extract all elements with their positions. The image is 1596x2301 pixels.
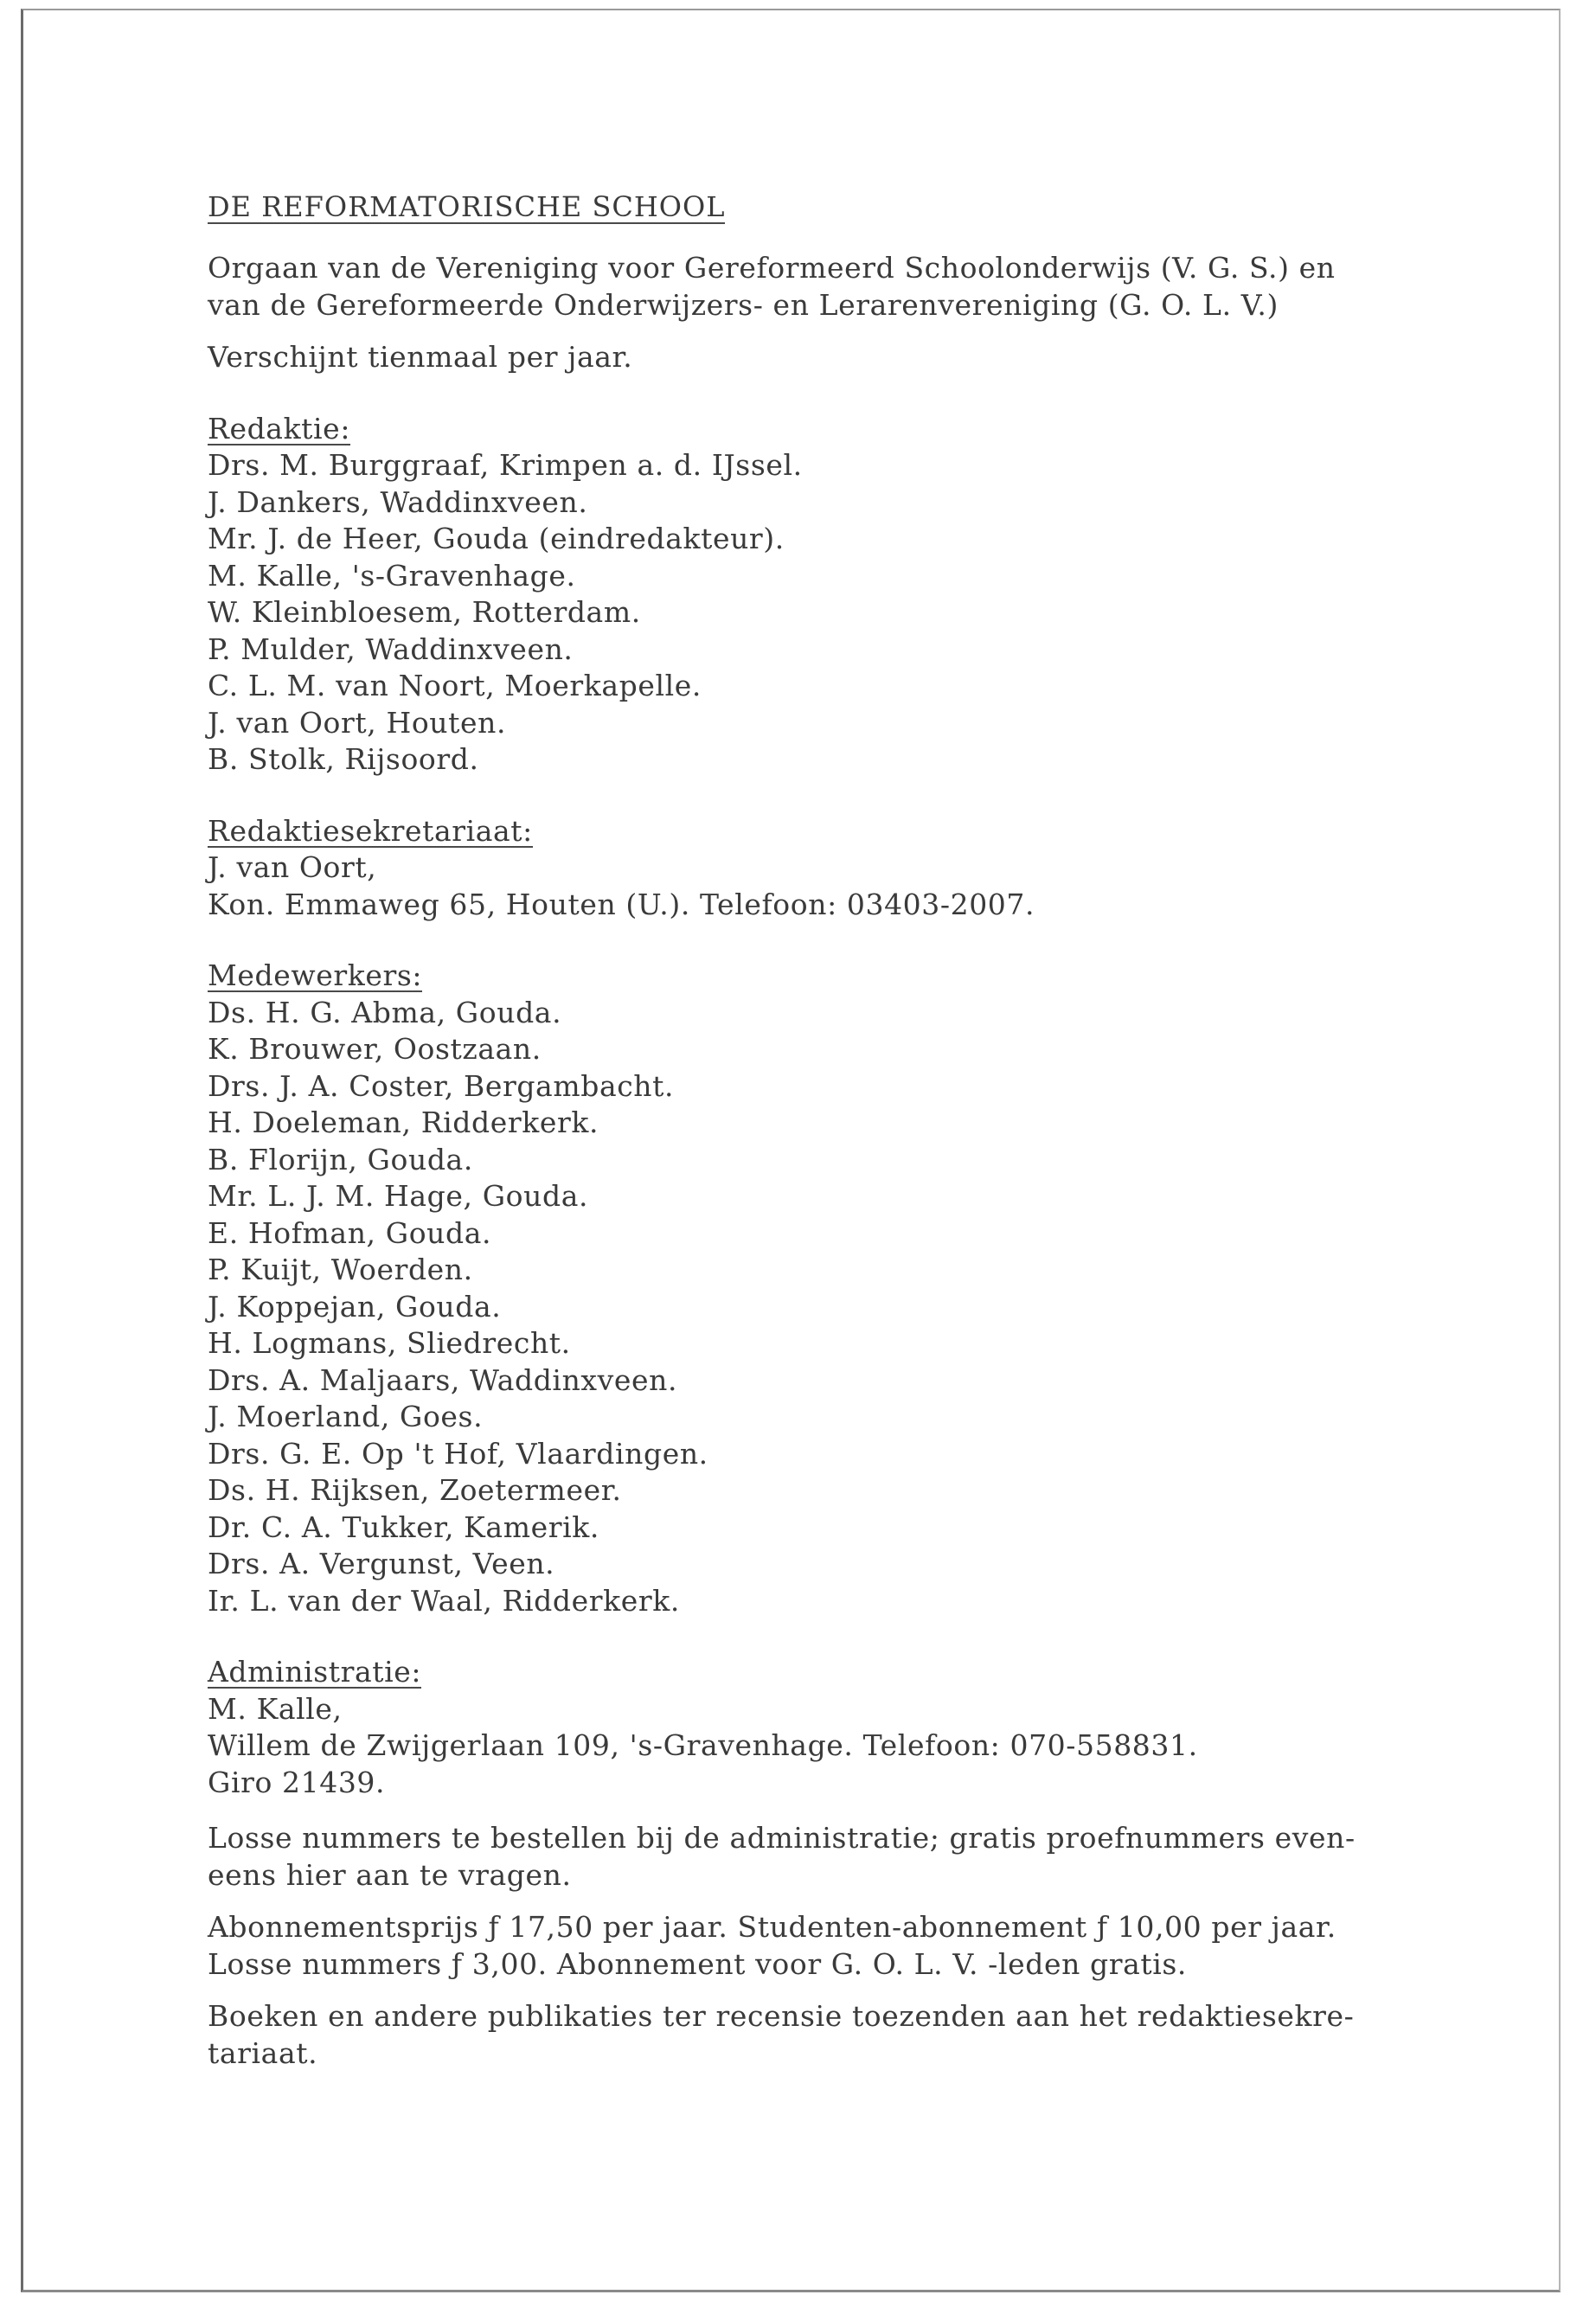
organ-line-1: Orgaan van de Vereniging voor Gereformeerd Schoolonderwijs (V. G. S.) en xyxy=(208,251,1336,285)
medewerker: Drs. A. Vergunst, Veen. xyxy=(208,1547,555,1580)
medewerker: Mr. L. J. M. Hage, Gouda. xyxy=(208,1179,589,1213)
page-title: DE REFORMATORISCHE SCHOOL xyxy=(208,190,726,223)
prijs-line-2: Losse nummers ƒ 3,00. Abonnement voor G. O. L. V. -leden gratis. xyxy=(208,1946,1188,1981)
medewerker: Drs. A. Maljaars, Waddinxveen. xyxy=(208,1362,678,1397)
redaktie-member: P. Mulder, Waddinxveen. xyxy=(208,631,574,666)
redaktie-member: J. van Oort, Houten. xyxy=(208,705,507,740)
boeken-line-1: Boeken en andere publikaties ter recensie toezenden aan het redaktiesekre- xyxy=(208,1999,1355,2033)
administratie-address: Willem de Zwijgerlaan 109, 's-Gravenhage. Telefoon: 070-558831. xyxy=(208,1728,1198,1762)
redaktie-section xyxy=(208,411,1471,779)
medewerker: H. Logmans, Sliedrecht. xyxy=(208,1326,571,1360)
medewerker: J. Koppejan, Gouda. xyxy=(208,1289,502,1324)
redaktie-member: J. Dankers, Waddinxveen. xyxy=(208,484,588,519)
sekretariaat-address: Kon. Emmaweg 65, Houten (U.). Telefoon: 03403-2007. xyxy=(208,887,1035,921)
redaktie-member: B. Stolk, Rijsoord. xyxy=(208,742,479,776)
medewerker: Dr. C. A. Tukker, Kamerik. xyxy=(208,1509,599,1544)
frequency-note xyxy=(208,339,1471,376)
administratie-name: M. Kalle, xyxy=(208,1691,343,1726)
medewerker: B. Florijn, Gouda. xyxy=(208,1142,473,1176)
medewerker: Ir. L. van der Waal, Ridderkerk. xyxy=(208,1583,680,1618)
medewerker: Drs. J. A. Coster, Bergambacht. xyxy=(208,1068,675,1103)
organ-line-2: van de Gereformeerde Onderwijzers- en Lerarenvereniging (G. O. L. V.) xyxy=(208,287,1279,322)
medewerker: Drs. G. E. Op 't Hof, Vlaardingen. xyxy=(208,1436,708,1471)
medewerker: H. Doeleman, Ridderkerk. xyxy=(208,1106,599,1139)
medewerkers-section xyxy=(208,958,1471,1619)
medewerker: Ds. H. Rijksen, Zoetermeer. xyxy=(208,1473,622,1507)
losse-line-1: Losse nummers te bestellen bij de administratie; gratis proefnummers even- xyxy=(208,1821,1356,1855)
review-note xyxy=(208,1998,1471,2072)
organ-description xyxy=(208,250,1471,324)
sekretariaat-name: J. van Oort, xyxy=(208,850,377,884)
losse-line-2: eens hier aan te vragen. xyxy=(208,1857,572,1892)
losse-nummers-note xyxy=(208,1820,1471,1894)
redaktie-member: Mr. J. de Heer, Gouda (eindredakteur). xyxy=(208,522,785,555)
redaktie-member: C. L. M. van Noort, Moerkapelle. xyxy=(208,669,702,702)
redaktie-heading: Redaktie: xyxy=(208,411,351,445)
redaktie-member: W. Kleinbloesem, Rotterdam. xyxy=(208,595,641,629)
sekretariaat-heading: Redaktiesekretariaat: xyxy=(208,813,533,848)
prijs-line-1: Abonnementsprijs ƒ 17,50 per jaar. Studenten-abonnement ƒ 10,00 per jaar. xyxy=(208,1910,1336,1944)
administratie-section xyxy=(208,1654,1471,1801)
subscription-prices xyxy=(208,1909,1471,1983)
medewerker: Ds. H. G. Abma, Gouda. xyxy=(208,995,562,1029)
medewerker: J. Moerland, Goes. xyxy=(208,1400,484,1433)
medewerker: P. Kuijt, Woerden. xyxy=(208,1253,473,1286)
medewerker: E. Hofman, Gouda. xyxy=(208,1215,492,1250)
boeken-line-2: tariaat. xyxy=(208,2035,318,2070)
medewerkers-heading: Medewerkers: xyxy=(208,958,423,992)
medewerker: K. Brouwer, Oostzaan. xyxy=(208,1032,542,1066)
redaktie-member: Drs. M. Burggraaf, Krimpen a. d. IJssel. xyxy=(208,448,803,482)
administratie-giro: Giro 21439. xyxy=(208,1765,386,1799)
colophon-page xyxy=(208,189,1471,2087)
sekretariaat-section xyxy=(208,813,1471,924)
redaktie-member: M. Kalle, 's-Gravenhage. xyxy=(208,558,576,593)
administratie-heading: Administratie: xyxy=(208,1655,422,1689)
frequency-text: Verschijnt tienmaal per jaar. xyxy=(208,340,633,374)
